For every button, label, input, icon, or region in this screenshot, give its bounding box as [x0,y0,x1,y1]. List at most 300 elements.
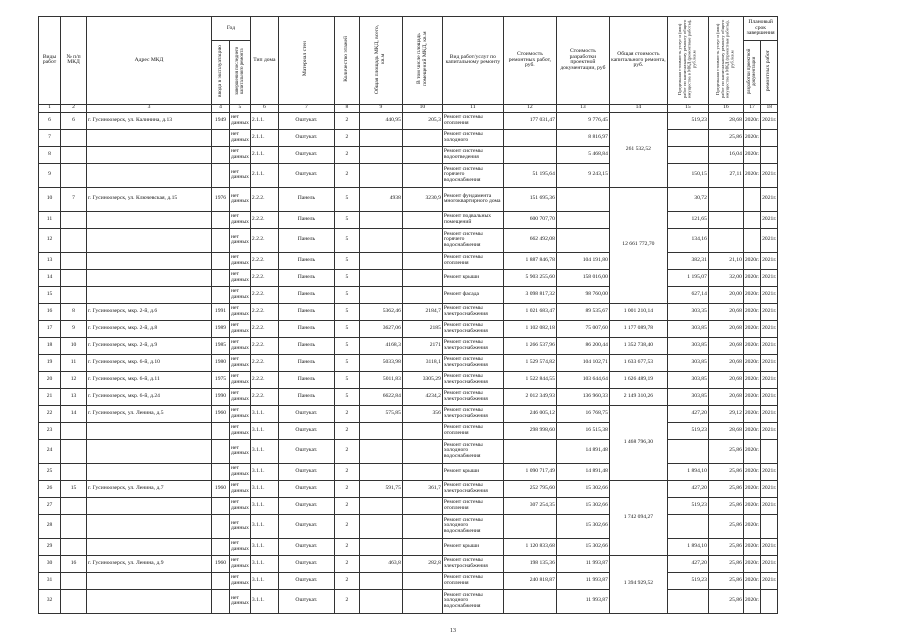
mkd-address [87,269,212,286]
work-type: Ремонт системы электроснабжения [442,388,503,405]
repair-cost: 3 098 817,32 [503,286,556,303]
house-type: 3.1.1. [250,555,278,572]
mkd-number: 8 [61,303,87,320]
living-area: 361,7 [402,480,442,497]
header-tip-doma: Тип дома [250,17,278,105]
wall-material: Оштукат. [278,555,334,572]
docs-cost: 15 302,66 [556,480,609,497]
column-number: 10 [402,104,442,112]
last-repair: нет данных [230,555,251,572]
living-area [402,163,442,187]
docs-deadline: 2020г. [743,555,760,572]
last-repair: нет данных [230,514,251,538]
limit-docs: 16,04 [708,146,743,163]
repair-cost: 151 695,36 [503,187,556,211]
repair-deadline: 2021г. [761,480,778,497]
repair-deadline: 2021г. [761,228,778,252]
year-built: 1991 [212,303,230,320]
repair-deadline [761,146,778,163]
docs-cost: 11 993,87 [556,572,609,589]
limit-docs: 32,00 [708,269,743,286]
row-number: 18 [39,337,61,354]
docs-deadline: 2020г. [743,388,760,405]
year-built [212,211,230,228]
living-area [402,538,442,555]
mkd-address [87,422,212,439]
column-number: 6 [250,104,278,112]
mkd-number [61,129,87,146]
living-area [402,228,442,252]
floors: 2 [334,405,359,422]
floors: 2 [334,112,359,129]
table-row [39,572,778,589]
work-type: Ремонт системы холодного водоснабжения [442,589,503,613]
header-god: Год [212,17,251,41]
total-area: 4938 [359,187,402,211]
docs-cost: 9 243,15 [556,163,609,187]
column-number: 4 [212,104,230,112]
table-row [39,354,778,371]
table-row [39,112,778,129]
mkd-address [87,252,212,269]
wall-material: Панель [278,228,334,252]
last-repair: нет данных [230,286,251,303]
house-type: 2.2.2. [250,252,278,269]
row-number: 24 [39,439,61,463]
repair-cost: 2 012 349,93 [503,388,556,405]
limit-docs: 25,86 [708,497,743,514]
house-type: 3.1.1. [250,514,278,538]
header-plan-term: Плановый срок завершения [743,17,778,41]
limit-docs: 25,86 [708,555,743,572]
repair-cost: 600 707,70 [503,211,556,228]
mkd-number [61,252,87,269]
year-built [212,163,230,187]
docs-deadline: 2020г. [743,422,760,439]
mkd-address [87,439,212,463]
work-type: Ремонт фундамента многоквартирного дома [442,187,503,211]
repair-cost [503,146,556,163]
year-built: 1975 [212,371,230,388]
table-row [39,163,778,187]
total-area [359,163,402,187]
house-type: 2.2.2. [250,354,278,371]
year-built [212,497,230,514]
mkd-address: г. Гусиноозерск, мкр. 6-й, д.10 [87,354,212,371]
docs-deadline: 2020г. [743,480,760,497]
repair-deadline: 2021г. [761,303,778,320]
docs-deadline: 2020г. [743,163,760,187]
header-vid-rabot: Виды работ [39,17,61,105]
mkd-address [87,589,212,613]
work-type: Ремонт системы электроснабжения [442,480,503,497]
docs-cost [556,211,609,228]
limit-docs: 20,00 [708,286,743,303]
limit-repair: 303,85 [667,371,708,388]
docs-cost: 103 644,64 [556,371,609,388]
limit-repair: 134,16 [667,228,708,252]
header-limit-docs: Предельная стоимость услуг и (или) работ по капитальному ремонту общего имущества в МКД (проектные работы), руб./кв.м [708,17,743,105]
limit-docs: 21,10 [708,252,743,269]
work-type: Ремонт системы электроснабжения [442,303,503,320]
docs-deadline: 2020г. [743,538,760,555]
docs-deadline: 2020г. [743,320,760,337]
docs-deadline: 2020г. [743,146,760,163]
floors: 5 [334,211,359,228]
house-type: 2.1.1. [250,146,278,163]
floors: 5 [334,371,359,388]
repair-deadline: 2021г. [761,269,778,286]
header-etazhi: Количество этажей [334,17,359,105]
year-built: 1960 [212,405,230,422]
mkd-number [61,269,87,286]
living-area: 3230,9 [402,187,442,211]
floors: 2 [334,439,359,463]
header-cost-docs: Стоимость разработки проектной документации, руб [556,17,609,105]
work-type: Ремонт крыши [442,538,503,555]
header-area-living: В том числе площадь помещений МКД, кв.м [402,17,442,105]
mkd-address: г. Гусиноозерск, мкр. 6-й, д.24 [87,388,212,405]
house-type: 2.1.1. [250,129,278,146]
table-header [39,17,778,113]
column-number: 14 [609,104,667,112]
table-row [39,320,778,337]
total-area [359,514,402,538]
column-number: 12 [503,104,556,112]
column-number: 18 [761,104,778,112]
floors: 2 [334,146,359,163]
capital-repair-table [38,16,778,614]
last-repair: нет данных [230,163,251,187]
mkd-number [61,228,87,252]
floors: 5 [334,187,359,211]
docs-cost: 11 993,87 [556,555,609,572]
work-type: Ремонт системы холодного водоснабжения [442,514,503,538]
docs-deadline: 2020г. [743,514,760,538]
docs-cost: 158 016,00 [556,269,609,286]
docs-deadline [743,211,760,228]
living-area: 3305,29 [402,371,442,388]
limit-repair: 121,65 [667,211,708,228]
work-type: Ремонт системы электроснабжения [442,555,503,572]
row-number: 11 [39,211,61,228]
mkd-number: 9 [61,320,87,337]
docs-deadline: 2020г. [743,439,760,463]
repair-cost: 246 005,12 [503,405,556,422]
docs-cost: 98 760,00 [556,286,609,303]
mkd-number: 14 [61,405,87,422]
table-row [39,405,778,422]
year-built [212,572,230,589]
last-repair: нет данных [230,497,251,514]
floors: 5 [334,228,359,252]
wall-material: Панель [278,211,334,228]
docs-cost: 16 768,75 [556,405,609,422]
limit-docs: 25,86 [708,514,743,538]
mkd-number [61,211,87,228]
year-built [212,146,230,163]
docs-deadline [743,187,760,211]
docs-cost: 86 200,44 [556,337,609,354]
house-type: 2.1.1. [250,163,278,187]
repair-deadline: 2021г. [761,497,778,514]
work-type: Ремонт системы электроснабжения [442,337,503,354]
mkd-address [87,572,212,589]
living-area [402,514,442,538]
column-number: 7 [278,104,334,112]
house-type: 2.2.2. [250,320,278,337]
row-number: 7 [39,129,61,146]
last-repair: нет данных [230,572,251,589]
mkd-address: г. Гусиноозерск, ул. Ленина, д.9 [87,555,212,572]
living-area [402,422,442,439]
year-built [212,439,230,463]
living-area: 2185 [402,320,442,337]
limit-docs: 20,68 [708,320,743,337]
row-number: 26 [39,480,61,497]
repair-deadline: 2021г. [761,354,778,371]
row-number: 14 [39,269,61,286]
last-repair: нет данных [230,439,251,463]
last-repair: нет данных [230,252,251,269]
living-area [402,463,442,480]
table-row [39,286,778,303]
limit-docs: 20,68 [708,354,743,371]
docs-cost [556,187,609,211]
mkd-number: 16 [61,555,87,572]
table-row [39,555,778,572]
house-type: 3.1.1. [250,538,278,555]
repair-cost [503,439,556,463]
repair-cost: 307 254,35 [503,497,556,514]
floors: 5 [334,252,359,269]
house-type: 3.1.1. [250,589,278,613]
repair-deadline: 2021г. [761,463,778,480]
limit-docs [708,228,743,252]
living-area [402,589,442,613]
floors: 2 [334,463,359,480]
last-repair: нет данных [230,589,251,613]
repair-deadline: 2021г. [761,405,778,422]
house-type: 3.1.1. [250,463,278,480]
limit-repair: 627,14 [667,286,708,303]
mkd-address: г. Гусиноозерск, мкр. 2-й, д.8 [87,320,212,337]
table-row [39,303,778,320]
repair-cost: 177 031,47 [503,112,556,129]
docs-cost: 5 468,84 [556,146,609,163]
limit-docs [708,211,743,228]
table-row [39,480,778,497]
mkd-address [87,286,212,303]
total-cost-merged: 1 742 094,27 [609,480,667,555]
repair-deadline [761,129,778,146]
docs-deadline: 2020г. [743,354,760,371]
wall-material: Панель [278,388,334,405]
house-type: 2.2.2. [250,388,278,405]
limit-docs: 20,68 [708,371,743,388]
wall-material: Оштукат. [278,112,334,129]
row-number: 17 [39,320,61,337]
total-area [359,146,402,163]
header-material: Материал стен [278,17,334,105]
year-built: 1989 [212,320,230,337]
limit-docs: 25,86 [708,129,743,146]
wall-material: Оштукат. [278,497,334,514]
limit-repair: 303,85 [667,388,708,405]
row-number: 9 [39,163,61,187]
last-repair: нет данных [230,388,251,405]
table-row [39,371,778,388]
docs-cost: 11 993,87 [556,589,609,613]
limit-repair [667,514,708,538]
wall-material: Панель [278,354,334,371]
mkd-number: 11 [61,354,87,371]
living-area [402,146,442,163]
repair-deadline: 2021г. [761,211,778,228]
last-repair: нет данных [230,480,251,497]
floors: 5 [334,337,359,354]
repair-cost [503,589,556,613]
docs-deadline: 2020г. [743,286,760,303]
repair-deadline: 2021г. [761,286,778,303]
floors: 5 [334,388,359,405]
repair-deadline: 2021г. [761,422,778,439]
column-number: 1 [39,104,61,112]
living-area [402,269,442,286]
table-row [39,228,778,252]
work-type: Ремонт системы отопления [442,422,503,439]
total-cost: 1 001 210,14 [609,303,667,320]
docs-deadline: 2020г. [743,589,760,613]
header-god-remont: завершения последнего капитального ремонта [230,41,251,105]
year-built [212,422,230,439]
last-repair: нет данных [230,422,251,439]
row-number: 29 [39,538,61,555]
wall-material: Оштукат. [278,422,334,439]
wall-material: Панель [278,303,334,320]
docs-deadline: 2020г. [743,405,760,422]
year-built: 1960 [212,555,230,572]
floors: 5 [334,354,359,371]
column-number: 15 [667,104,708,112]
mkd-number: 10 [61,337,87,354]
docs-cost: 9 776,45 [556,112,609,129]
docs-deadline: 2020г. [743,303,760,320]
repair-cost [503,514,556,538]
row-number: 12 [39,228,61,252]
work-type: Ремонт фасада [442,286,503,303]
repair-cost: 5 903 255,60 [503,269,556,286]
last-repair: нет данных [230,269,251,286]
wall-material: Оштукат. [278,514,334,538]
limit-repair [667,146,708,163]
floors: 2 [334,555,359,572]
total-area: 463,8 [359,555,402,572]
limit-repair: 303,35 [667,303,708,320]
work-type: Ремонт системы отопления [442,112,503,129]
work-type: Ремонт системы водоотведения [442,146,503,163]
year-built [212,252,230,269]
repair-cost: 252 795,60 [503,480,556,497]
total-area [359,252,402,269]
table-row [39,146,778,163]
limit-repair: 1 894,10 [667,538,708,555]
wall-material: Панель [278,286,334,303]
total-cost: 2 149 310,26 [609,388,667,405]
year-built: 1985 [212,337,230,354]
column-number: 8 [334,104,359,112]
floors: 2 [334,514,359,538]
total-cost-merged: 12 661 772,70 [609,187,667,303]
last-repair: нет данных [230,228,251,252]
limit-repair: 30,72 [667,187,708,211]
docs-deadline: 2020г. [743,497,760,514]
wall-material: Оштукат. [278,163,334,187]
floors: 5 [334,303,359,320]
column-number: 11 [442,104,503,112]
repair-cost: 198 135,36 [503,555,556,572]
docs-deadline: 2020г. [743,129,760,146]
row-number: 27 [39,497,61,514]
total-cost: 1 177 089,78 [609,320,667,337]
living-area: 282,8 [402,555,442,572]
row-number: 30 [39,555,61,572]
column-number: 9 [359,104,402,112]
work-type: Ремонт системы электроснабжения [442,371,503,388]
last-repair: нет данных [230,303,251,320]
docs-deadline: 2020г. [743,269,760,286]
house-type: 2.2.2. [250,303,278,320]
repair-cost: 1 887 846,78 [503,252,556,269]
limit-repair: 382,31 [667,252,708,269]
wall-material: Оштукат. [278,405,334,422]
table-row [39,422,778,439]
limit-repair: 427,20 [667,480,708,497]
docs-cost [556,228,609,252]
mkd-address: г. Гусиноозерск, ул. Ленина, д.5 [87,405,212,422]
column-number: 2 [61,104,87,112]
repair-deadline: 2021г. [761,337,778,354]
repair-deadline: 2021г. [761,538,778,555]
row-number: 31 [39,572,61,589]
repair-cost: 1 102 082,18 [503,320,556,337]
limit-docs: 27,11 [708,163,743,187]
house-type: 2.2.2. [250,371,278,388]
year-built [212,538,230,555]
living-area: 2184,7 [402,303,442,320]
repair-deadline: 2021г. [761,388,778,405]
wall-material: Оштукат. [278,589,334,613]
repair-cost: 298 998,60 [503,422,556,439]
work-type: Ремонт крыши [442,463,503,480]
floors: 2 [334,538,359,555]
floors: 5 [334,320,359,337]
column-number: 5 [230,104,251,112]
total-area [359,211,402,228]
total-cost-merged: 1 394 929,52 [609,555,667,613]
last-repair: нет данных [230,146,251,163]
mkd-number: 15 [61,480,87,497]
total-area [359,228,402,252]
house-type: 2.2.2. [250,269,278,286]
last-repair: нет данных [230,371,251,388]
docs-cost: 104 191,80 [556,252,609,269]
last-repair: нет данных [230,463,251,480]
work-type: Ремонт системы электроснабжения [442,320,503,337]
repair-deadline [761,514,778,538]
repair-cost: 1 090 717,49 [503,463,556,480]
docs-deadline: 2020г. [743,371,760,388]
